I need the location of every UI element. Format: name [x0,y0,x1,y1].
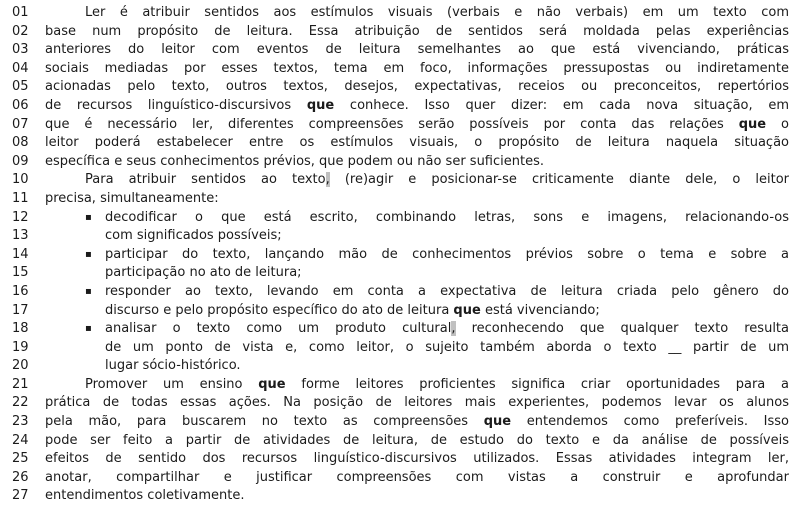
text-line [0,60,798,79]
text-segment: específica e seus conhecimentos prévios, que podem ou não ser suficientes. [45,153,544,169]
text-line [0,97,798,116]
text-line [0,78,798,97]
text-segment: efeitos de sentido dos recursos linguístico-discursivos utilizados. Essas atividades integram ler, [45,451,789,467]
line-number: 18 [12,321,29,337]
text-line [0,171,798,190]
line-number: 07 [12,116,29,132]
line-number: 23 [12,414,29,430]
text-line [0,190,798,209]
line-number: 27 [12,488,29,504]
line-text [45,171,789,190]
text-segment: discurso e pelo propósito específico do ato de leitura [105,302,454,318]
text-line [0,450,798,469]
text-line [0,302,798,321]
text-line [0,134,798,153]
highlighted-punctuation: , [451,321,456,337]
line-text [45,190,789,209]
bold-keyword: que [306,97,335,113]
line-text [45,97,789,116]
text-line [0,264,798,283]
text-line [0,432,798,451]
line-number: 05 [12,79,29,95]
document-body [0,4,798,506]
text-segment: prática de todas essas ações. Na posição de leitores mais experientes, podemos levar os alunos [45,395,789,411]
text-segment: de um ponto de vista e, como leitor, o sujeito também aborda o texto [105,339,669,355]
text-segment: está vivenciando; [480,302,600,318]
line-text [45,23,789,42]
text-segment: com significados possíveis; [105,228,282,244]
line-text [45,246,789,265]
text-line [0,339,798,358]
line-text [45,41,789,60]
text-segment: (re)agir e posicionar-se criticamente diante dele, o leitor [329,172,789,188]
line-number: 06 [12,97,29,113]
line-number: 21 [12,376,29,392]
line-number: 09 [12,153,29,169]
text-line [0,41,798,60]
line-number: 14 [12,246,29,262]
text-line [0,23,798,42]
text-line [0,283,798,302]
text-line [0,116,798,135]
bold-keyword: que [258,376,286,392]
bullet-icon: ▪ [85,248,92,260]
text-segment: participar do texto, lançando mão de conhecimentos prévios sobre o tema e sobre a [105,246,789,262]
line-text [45,376,789,395]
text-segment: precisa, simultaneamente: [45,190,219,206]
line-number: 22 [12,395,29,411]
line-number: 26 [12,469,29,485]
line-number: 12 [12,209,29,225]
text-segment: analisar o texto como um produto cultural [105,321,452,337]
line-number: 11 [12,190,29,206]
text-segment: partir de um [681,339,789,355]
text-line [0,4,798,23]
bold-keyword: que [738,116,767,132]
text-segment: acionadas pelo texto, outros textos, desejos, expectativas, receios ou preconceitos, repertórios [45,79,789,95]
blank-slot: __ [668,339,682,355]
line-text [45,134,789,153]
line-number: 17 [12,302,29,318]
line-text [45,487,789,506]
line-number: 08 [12,135,29,151]
text-segment: Ler é atribuir sentidos aos estímulos visuais (verbais e não verbais) em um texto com [85,5,789,20]
line-text [45,394,789,413]
text-line [0,469,798,488]
line-number: 04 [12,60,29,76]
line-text [45,283,789,302]
line-number: 02 [12,23,29,39]
text-segment: o [766,116,789,132]
bold-keyword: que [453,302,481,318]
line-number: 15 [12,265,29,281]
line-number: 13 [12,228,29,244]
line-text [45,209,789,228]
text-line [0,413,798,432]
line-number: 03 [12,42,29,58]
text-line [0,246,798,265]
line-text [45,450,789,469]
text-segment: reconhecendo que qualquer texto resulta [455,321,789,337]
text-line [0,320,798,339]
text-segment: forme leitores proficientes significa criar oportunidades para a [285,376,789,392]
line-text [45,153,789,172]
text-line [0,227,798,246]
text-segment: leitor poderá estabelecer entre os estímulos visuais, o propósito de leitura naquela situação [45,135,789,151]
line-text [45,4,789,23]
highlighted-punctuation: , [325,172,330,188]
text-segment: conhece. Isso quer dizer: em cada nova situação, em [334,97,789,113]
text-segment: Para atribuir sentidos ao texto [85,172,326,188]
text-segment: entendemos como preferíveis. Isso [511,414,789,430]
line-text [45,78,789,97]
text-segment: anteriores do leitor com eventos de leitura semelhantes ao que está vivenciando, práticas [45,42,789,58]
text-segment: sociais mediadas por esses textos, tema em foco, informações pressupostas ou indiretamente [45,60,789,76]
text-line [0,487,798,506]
line-number: 20 [12,358,29,374]
text-line [0,153,798,172]
text-line [0,209,798,228]
text-segment: participação no ato de leitura; [105,265,302,281]
line-text [45,357,789,376]
line-number: 19 [12,339,29,355]
text-segment: anotar, compartilhar e justificar compreensões com vistas a construir e aprofundar [45,469,789,485]
text-segment: base num propósito de leitura. Essa atribuição de sentidos será moldada pelas experiências [45,23,789,39]
line-text [45,469,789,488]
line-text [45,60,789,79]
text-line [0,394,798,413]
text-segment: que é necessário ler, diferentes compreensões serão possíveis por conta das relações [45,116,739,132]
text-segment: pela mão, para buscarem no texto as compreensões [45,414,484,430]
line-text [45,302,789,321]
bullet-icon: ▪ [85,285,92,297]
line-text [45,227,789,246]
bold-keyword: que [483,414,512,430]
line-number: 10 [12,172,29,188]
line-text [45,116,789,135]
line-text [45,413,789,432]
bullet-icon: ▪ [85,323,92,335]
text-segment: pode ser feito a partir de atividades de leitura, de estudo do texto e da análise de possíveis [45,432,789,448]
line-number: 24 [12,432,29,448]
line-text [45,264,789,283]
text-segment: Promover um ensino [85,376,259,392]
text-line [0,357,798,376]
line-number: 01 [12,5,29,20]
text-segment: entendimentos coletivamente. [45,488,245,504]
line-number: 16 [12,283,29,299]
line-number: 25 [12,451,29,467]
line-text [45,339,789,358]
text-segment: decodificar o que está escrito, combinando letras, sons e imagens, relacionando-os [105,209,789,225]
line-text [45,432,789,451]
line-text [45,320,789,339]
text-segment: lugar sócio-histórico. [105,358,241,374]
text-line [0,376,798,395]
text-segment: responder ao texto, levando em conta a expectativa de leitura criada pelo gênero do [105,283,789,299]
bullet-icon: ▪ [85,211,92,223]
text-segment: de recursos linguístico-discursivos [45,97,307,113]
